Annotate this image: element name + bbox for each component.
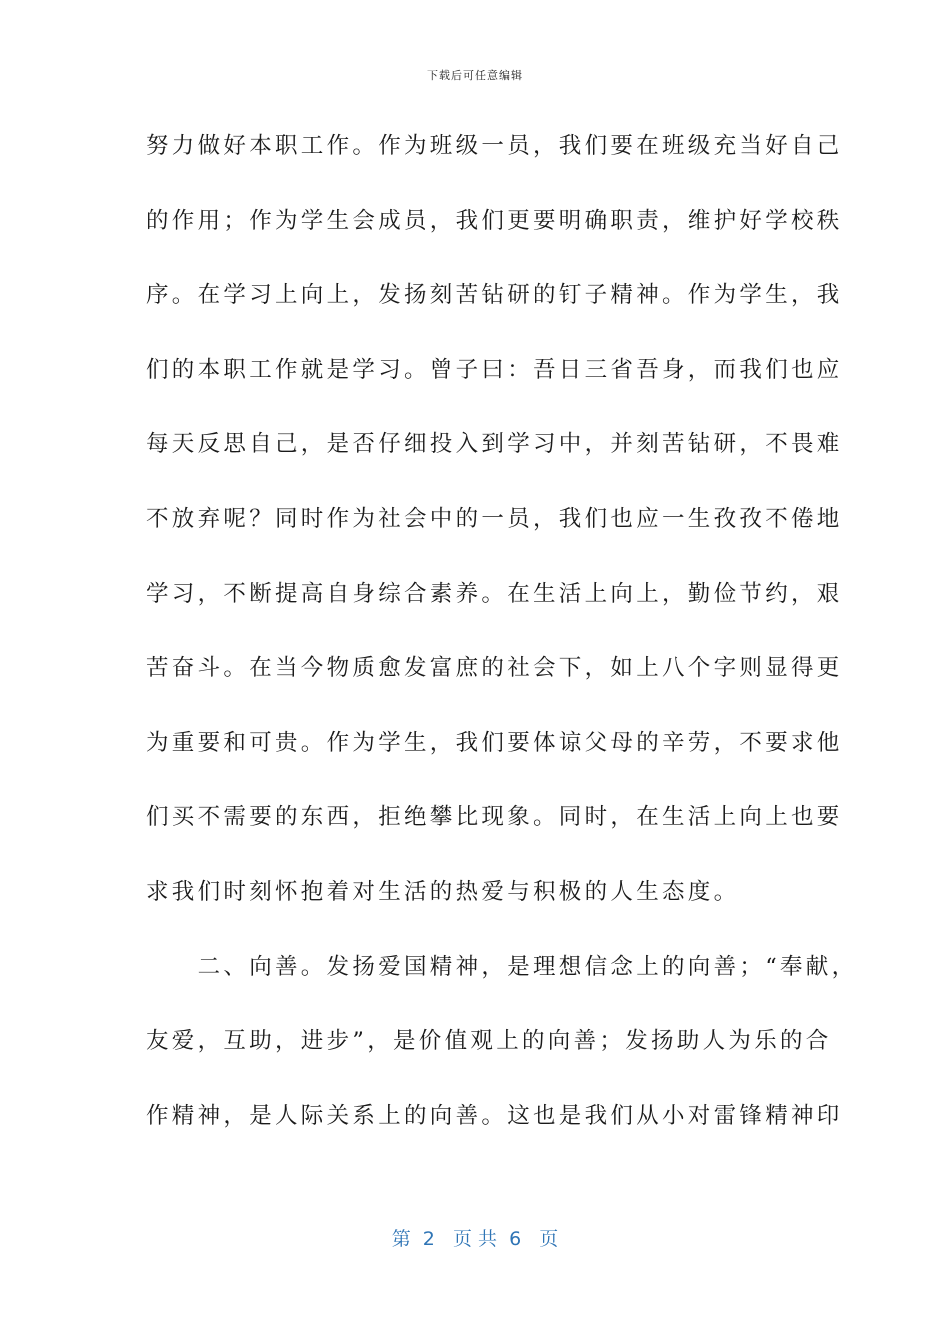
- body-text: [146, 124, 858, 1168]
- text-line: 序。在学习上向上，发扬刻苦钻研的钉子精神。作为学生，我: [146, 282, 843, 309]
- text-line: 的作用；作为学生会成员，我们更要明确职责，维护好学校秩: [146, 207, 843, 234]
- page-number: 第 2 页 共 6 页: [391, 1228, 559, 1250]
- text-line: 们买不需要的东西，拒绝攀比现象。同时，在生活上向上也要: [146, 804, 843, 831]
- text-line: 不放弃呢？同时作为社会中的一员，我们也应一生孜孜不倦地: [146, 505, 843, 532]
- text-line: 努力做好本职工作。作为班级一员，我们要在班级充当好自己: [146, 133, 843, 159]
- text-line: 作精神，是人际关系上的向善。这也是我们从小对雷锋精神印: [146, 1102, 843, 1129]
- text-line: 为重要和可贵。作为学生，我们要体谅父母的辛劳，不要求他: [146, 729, 843, 756]
- text-line: 二、向善。发扬爱国精神，是理想信念上的向善；“奉献，: [146, 953, 858, 980]
- text-line: 友爱，互助，进步”，是价值观上的向善；发扬助人为乐的合: [146, 1028, 832, 1055]
- header-note: 下载后可任意编辑: [427, 69, 523, 82]
- text-line: 求我们时刻怀抱着对生活的热爱与积极的人生态度。: [146, 878, 740, 905]
- text-line: 学习，不断提高自身综合素养。在生活上向上，勤俭节约，艰: [146, 580, 843, 607]
- text-line: 每天反思自己，是否仔细投入到学习中，并刻苦钻研，不畏难: [146, 431, 843, 458]
- text-line: 苦奋斗。在当今物质愈发富庶的社会下，如上八个字则显得更: [146, 655, 843, 682]
- text-line: 们的本职工作就是学习。曾子曰：吾日三省吾身，而我们也应: [146, 356, 843, 383]
